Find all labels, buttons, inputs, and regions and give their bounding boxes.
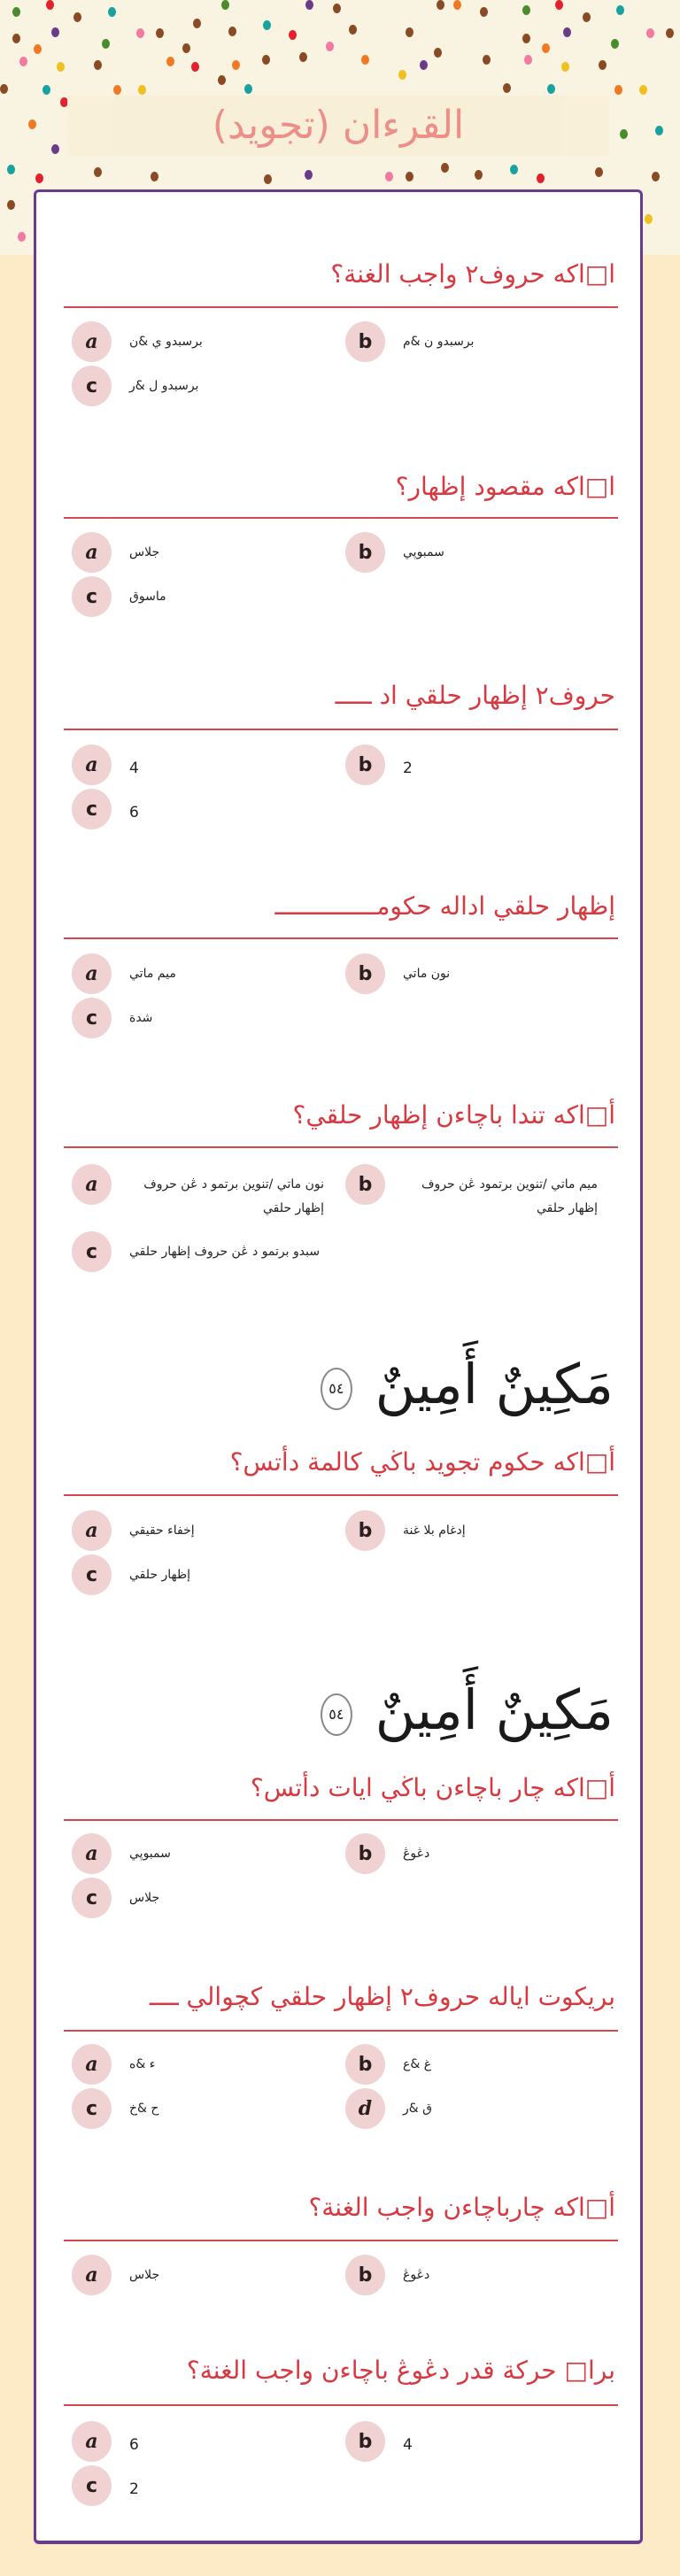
option-text: سبدو برتمو د ڠن حروف إظهار حلقي	[129, 1245, 321, 1259]
option-text: شدة	[129, 1011, 153, 1025]
dot	[299, 52, 307, 62]
option-letter: a	[72, 744, 112, 785]
dot	[652, 172, 660, 181]
option-letter: b	[345, 1833, 385, 1874]
option-text: سمبوڽي	[129, 1847, 171, 1861]
dot	[193, 19, 201, 28]
dot	[437, 0, 444, 10]
dot	[264, 174, 272, 184]
option-letter: a	[72, 532, 112, 573]
dot	[333, 4, 341, 13]
option-letter: c	[72, 366, 112, 406]
divider	[64, 2240, 618, 2241]
option-text: ماسوق	[129, 590, 166, 604]
dot	[138, 85, 146, 95]
option-text: 4	[403, 2436, 413, 2454]
option-letter: c	[72, 576, 112, 617]
dot	[614, 85, 622, 95]
dot	[18, 232, 26, 242]
dot	[666, 28, 674, 38]
quran-verse-image	[321, 1352, 614, 1416]
quiz-card	[34, 189, 643, 2544]
dot	[113, 85, 121, 95]
option-text: نون ماتي /تنوين برتمو د ڠن حروف إظهار حلقي	[143, 1177, 324, 1215]
option-c[interactable]	[72, 1878, 159, 1918]
option-text: برسبدو ن &م	[403, 335, 475, 349]
dot	[611, 39, 619, 49]
option-b[interactable]	[345, 1164, 598, 1220]
option-letter: b	[345, 2421, 385, 2462]
option-c[interactable]	[72, 998, 152, 1038]
option-text: نون ماتي	[403, 967, 451, 981]
dot	[42, 85, 50, 95]
option-text: ق &ر	[403, 2102, 432, 2116]
option-text: جلاس	[129, 545, 160, 559]
option-b[interactable]	[345, 2255, 429, 2295]
dot	[326, 42, 334, 51]
option-text: سمبوڽي	[403, 545, 444, 559]
dot	[522, 5, 530, 15]
option-text: غ &ع	[403, 2057, 432, 2071]
divider	[64, 517, 618, 519]
question-title: ا□اكه حروف٢ واجب الغنة؟	[330, 259, 615, 289]
dot	[0, 84, 8, 94]
dot	[228, 27, 236, 36]
option-c[interactable]	[72, 366, 198, 406]
option-b[interactable]	[345, 532, 444, 573]
option-letter: b	[345, 953, 385, 994]
dot	[503, 83, 511, 93]
dot	[620, 129, 628, 139]
option-letter: a	[72, 2421, 112, 2462]
dot	[583, 12, 591, 22]
option-text: ء &ه	[129, 2057, 156, 2071]
dot	[475, 170, 483, 180]
dot	[547, 84, 555, 94]
dot	[510, 165, 518, 174]
option-text: 6	[129, 2436, 139, 2454]
question-title: أ□اكه تندا باچاءن إظهار حلقي؟	[292, 1100, 615, 1130]
dot	[305, 0, 313, 10]
question-title: أ□اكه حكوم تجويد باڬي كالمة دأتس؟	[229, 1447, 615, 1477]
dot	[646, 28, 654, 38]
dot	[406, 27, 413, 37]
question-title: ا□اكه مقصود إظهار؟	[395, 472, 615, 501]
option-c[interactable]	[72, 1231, 320, 1272]
dot	[524, 55, 532, 65]
option-text: إخفاء حقيقي	[129, 1523, 195, 1538]
dot	[191, 62, 199, 72]
dot	[51, 144, 59, 154]
option-text: ح &خ	[129, 2102, 159, 2116]
dot	[12, 7, 20, 17]
dot	[51, 27, 59, 37]
dot	[221, 0, 229, 10]
option-text: دڠوڠ	[403, 1847, 430, 1861]
divider	[64, 2404, 618, 2406]
option-letter: a	[72, 2255, 112, 2295]
option-a[interactable]	[72, 2421, 139, 2462]
dot	[94, 60, 102, 70]
dot	[108, 7, 116, 17]
dot	[34, 44, 42, 54]
dot	[639, 85, 647, 95]
option-b[interactable]	[345, 1833, 429, 1874]
title-banner	[67, 96, 609, 156]
dot	[563, 27, 571, 37]
dot	[289, 30, 297, 40]
dot	[406, 172, 413, 181]
option-a[interactable]	[72, 1510, 195, 1551]
dot	[136, 28, 144, 38]
option-b[interactable]	[345, 321, 474, 362]
option-c[interactable]	[72, 1554, 190, 1595]
dot	[561, 62, 569, 72]
option-letter: a	[72, 321, 112, 362]
option-text: 2	[403, 760, 413, 777]
option-letter: b	[345, 2255, 385, 2295]
option-c[interactable]	[72, 2465, 139, 2506]
dot	[542, 43, 550, 53]
divider	[64, 1146, 618, 1148]
dot	[262, 55, 270, 65]
question-title: برا□ حركة قدر دڠوڠ باچاءن واجب الغنة؟	[186, 2356, 615, 2385]
dot	[151, 172, 158, 181]
option-a[interactable]	[72, 321, 203, 362]
option-a[interactable]	[72, 2255, 159, 2295]
option-letter: c	[72, 1554, 112, 1595]
option-letter: c	[72, 1231, 112, 1272]
option-text: 4	[129, 760, 139, 777]
divider	[64, 729, 618, 730]
option-text: ميم ماتي /تنوين برتمود ڠن حروف إظهار حلقي	[421, 1177, 598, 1215]
dot	[655, 126, 663, 135]
option-letter: a	[72, 1164, 112, 1205]
dot	[244, 84, 252, 94]
dot	[35, 174, 43, 183]
option-b[interactable]	[345, 953, 450, 994]
option-text: 2	[129, 2480, 139, 2498]
dot	[599, 60, 607, 70]
question-title: حروف٢ إظهار حلقي اد ـــــ	[335, 681, 615, 710]
option-letter: d	[345, 2088, 385, 2129]
page-title: القرءان (تجويد)	[212, 103, 465, 148]
dot	[57, 62, 65, 72]
option-text: إظهار حلقي	[129, 1568, 191, 1582]
option-c[interactable]	[72, 576, 166, 617]
ayah-number-icon: ٥٤	[321, 1693, 352, 1736]
option-letter: c	[72, 1878, 112, 1918]
dot	[166, 57, 174, 66]
dot	[398, 70, 406, 80]
option-c[interactable]	[72, 2088, 158, 2129]
ayah-text: مَكِينٌ أَمِينٌ	[375, 1352, 614, 1416]
dot	[305, 170, 313, 180]
question-title: بريكوت اياله حروف٢ إظهار حلقي كچوالي ــــ	[149, 1982, 615, 2011]
dot	[616, 5, 624, 15]
question-title: إظهار حلقي اداله حكومــــــــــــــ	[274, 891, 615, 921]
dot	[441, 163, 449, 173]
option-text: برسبدو ل &ر	[129, 379, 199, 393]
option-b[interactable]	[345, 744, 413, 785]
dot	[28, 120, 36, 129]
option-letter: b	[345, 2044, 385, 2085]
dot	[555, 0, 563, 10]
dot	[19, 57, 27, 66]
dot	[182, 43, 190, 53]
option-letter: c	[72, 789, 112, 829]
dot	[453, 0, 461, 10]
dot	[434, 48, 442, 58]
option-b[interactable]	[345, 2421, 413, 2462]
dot	[73, 12, 81, 22]
dot	[12, 34, 20, 43]
option-letter: a	[72, 1833, 112, 1874]
option-text: 6	[129, 804, 139, 821]
option-letter: a	[72, 2044, 112, 2085]
dot	[480, 7, 488, 17]
dot	[218, 75, 226, 85]
option-letter: c	[72, 2465, 112, 2506]
option-a[interactable]	[72, 744, 139, 785]
option-a[interactable]	[72, 2044, 155, 2085]
option-letter: a	[72, 1510, 112, 1551]
dot	[420, 60, 428, 70]
dot	[537, 174, 545, 183]
option-b[interactable]	[345, 2044, 431, 2085]
dot	[7, 165, 15, 174]
dot	[385, 172, 393, 181]
ayah-number-icon: ٥٤	[321, 1368, 352, 1410]
option-letter: c	[72, 2088, 112, 2129]
dot	[645, 214, 653, 224]
option-text: جلاس	[129, 1891, 160, 1905]
dot	[102, 39, 110, 49]
option-letter: b	[345, 744, 385, 785]
option-a[interactable]	[72, 953, 176, 994]
dot	[263, 20, 271, 30]
divider	[64, 1819, 618, 1821]
question-title: أ□اكه چارباچاءن واجب الغنة؟	[308, 2193, 615, 2222]
divider	[64, 1494, 618, 1496]
quran-verse-image	[321, 1677, 614, 1742]
dot	[156, 28, 164, 38]
question-title: أ□اكه چار باچاءن باڬي ايات دأتس؟	[250, 1773, 615, 1802]
option-text: ميم ماتي	[129, 967, 176, 981]
dot	[349, 25, 357, 35]
dot	[522, 34, 530, 43]
option-letter: b	[345, 321, 385, 362]
dot	[94, 167, 102, 177]
option-d[interactable]	[345, 2088, 432, 2129]
option-a[interactable]	[72, 1164, 324, 1220]
dot	[361, 55, 369, 65]
dot	[7, 200, 15, 210]
option-a[interactable]	[72, 1833, 171, 1874]
option-letter: a	[72, 953, 112, 994]
dot	[483, 55, 491, 65]
option-letter: c	[72, 998, 112, 1038]
ayah-text: مَكِينٌ أَمِينٌ	[375, 1677, 614, 1742]
dot	[232, 60, 240, 70]
option-a[interactable]	[72, 532, 159, 573]
option-b[interactable]	[345, 1510, 466, 1551]
option-c[interactable]	[72, 789, 139, 829]
option-text: دڠوڠ	[403, 2268, 430, 2282]
divider	[64, 306, 618, 308]
dot	[595, 167, 603, 177]
option-text: برسبدو ي &ن	[129, 335, 203, 349]
option-text: إدغام بلا غنة	[403, 1523, 466, 1538]
option-text: جلاس	[129, 2268, 160, 2282]
option-letter: b	[345, 532, 385, 573]
option-letter: b	[345, 1164, 385, 1205]
divider	[64, 2030, 618, 2032]
dot	[46, 0, 54, 10]
divider	[64, 937, 618, 939]
option-letter: b	[345, 1510, 385, 1551]
